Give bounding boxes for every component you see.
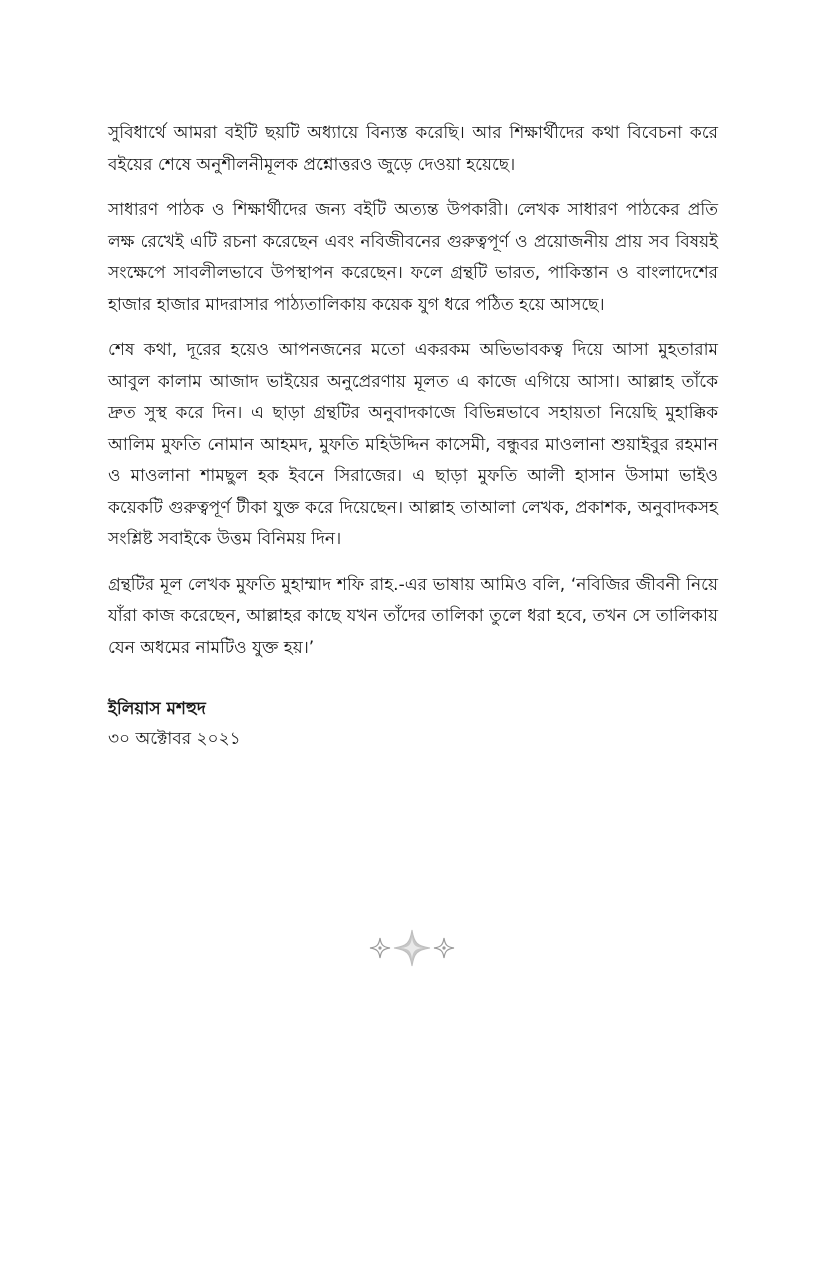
- paragraph-chapters: সুবিধার্থে আমরা বইটি ছয়টি অধ্যায়ে বিন্যস্ত করেছি। আর শিক্ষার্থীদের কথা বিবেচনা করে বইয়ের শেষে অনুশীলনীমূলক প্রশ্নোত্তরও জুড়ে দেওয়া হয়েছে।: [108, 123, 718, 175]
- signature-date: ৩০ অক্টোবর ২০২১: [108, 729, 241, 749]
- paragraph-usefulness: সাধারণ পাঠক ও শিক্ষার্থীদের জন্য বইটি অত্যন্ত উপকারী। লেখক সাধারণ পাঠকের প্রতি লক্ষ রেখেই এটি রচনা করেছেন এবং নবিজীবনের গুরুত্বপূর্ণ ও প্রয়োজনীয় প্রায় সব বিষয়ই সংক্ষেপে সাবলীলভাবে উপস্থাপন করেছেন। ফলে গ্রন্থটি ভারত, পাকিস্তান ও বাংলাদেশের হাজার হাজার মাদরাসার পাঠ্যতালিকায় কয়েক যুগ ধরে পঠিত হয়ে আসছে।: [108, 200, 718, 315]
- paragraph-acknowledgements: শেষ কথা, দূরের হয়েও আপনজনের মতো একরকম অভিভাবকত্ব দিয়ে আসা মুহতারাম আবুল কালাম আজাদ ভাইয়ের অনুপ্রেরণায় মূলত এ কাজে এগিয়ে আসা। আল্লাহ তাঁকে দ্রুত সুস্থ করে দিন। এ ছাড়া গ্রন্থটির অনুবাদকাজে বিভিন্নভাবে সহায়তা নিয়েছি মুহাক্কিক আলিম মুফতি নোমান আহমদ, মুফতি মহিউদ্দিন কাসেমী, বন্ধুবর মাওলানা শুয়াইবুর রহমান ও মাওলানা শামছুল হক ইবনে সিরাজের। এ ছাড়া মুফতি আলী হাসান উসামা ভাইও কয়েকটি গুরুত্বপূর্ণ টীকা যুক্ত করে দিয়েছেন। আল্লাহ তাআলা লেখক, প্রকাশক, অনুবাদকসহ সংশ্লিষ্ট সবাইকে উত্তম বিনিময় দিন।: [108, 340, 718, 549]
- author-name: ইলিয়াস মশহুদ: [108, 699, 206, 719]
- paragraph-closing-quote: গ্রন্থটির মূল লেখক মুফতি মুহাম্মাদ শফি রাহ.-এর ভাষায় আমিও বলি, ‘নবিজির জীবনী নিয়ে যাঁরা কাজ করেছেন, আল্লাহর কাছে যখন তাঁদের তালিকা তুলে ধরা হবে, তখন সে তালিকায় যেন অধমের নামটিও যুক্ত হয়।’: [108, 574, 718, 658]
- preface-page: [108, 118, 718, 754]
- signature-block: [108, 694, 718, 754]
- sparkle-ornament-icon: [368, 928, 456, 968]
